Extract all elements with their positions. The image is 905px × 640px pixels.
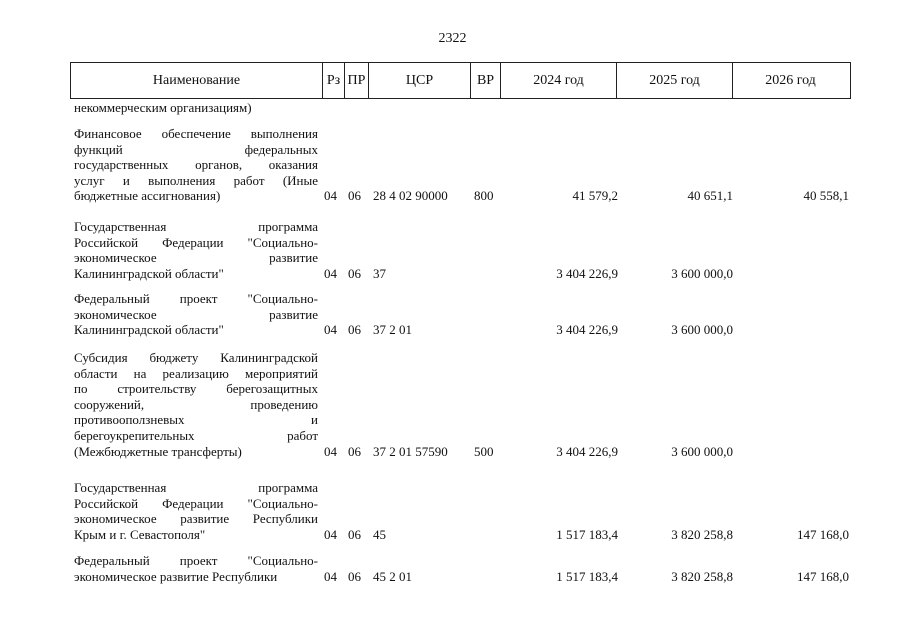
header-2026: 2026 год	[765, 72, 816, 88]
row-name-line: экономическое развитие Республики	[74, 568, 278, 584]
row-name-line: (Межбюджетные трансферты)	[74, 443, 242, 459]
row-rz: 04	[324, 322, 337, 338]
row-2026: 147 168,0	[797, 568, 849, 584]
page-number: 2322	[438, 31, 467, 46]
row-name-line: сооружений, проведению	[74, 396, 318, 412]
row-name-line: услуг и выполнения работ (Иные	[74, 172, 318, 188]
row-name	[74, 291, 318, 338]
row-csr: 45 2 01	[373, 568, 412, 584]
header-vr: ВР	[471, 63, 501, 98]
row-2024: 3 404 226,9	[556, 443, 618, 459]
header-name: Наименование	[71, 63, 323, 98]
row-vr: 500	[474, 443, 494, 459]
row-name-line: экономическое развитие Республики	[74, 511, 318, 527]
row-name-line: области на реализацию мероприятий	[74, 365, 318, 381]
row-rz: 04	[324, 443, 337, 459]
row-2024: 1 517 183,4	[556, 526, 618, 542]
row-pr: 06	[348, 568, 361, 584]
row-csr: 45	[373, 526, 386, 542]
row-name-line: берегоукрепительных работ	[74, 427, 318, 443]
row-pr: 06	[348, 526, 361, 542]
header-2025: 2025 год	[617, 63, 733, 98]
header-csr: ЦСР	[369, 63, 471, 98]
row-name-line: бюджетные ассигнования)	[74, 188, 221, 204]
row-rz: 04	[324, 265, 337, 281]
row-name	[74, 219, 318, 281]
table-row	[0, 350, 905, 459]
table-header	[70, 62, 851, 99]
row-name-line: Российской Федерации "Социально-	[74, 495, 318, 511]
row-csr: 37 2 01 57590	[373, 443, 448, 459]
row-2025: 40 651,1	[687, 188, 733, 204]
row-name	[74, 480, 318, 542]
row-2024: 3 404 226,9	[556, 265, 618, 281]
row-pr: 06	[348, 188, 361, 204]
row-2025: 3 600 000,0	[671, 265, 733, 281]
row-name-line: функций федеральных	[74, 141, 318, 157]
row-name	[74, 553, 318, 584]
row-rz: 04	[324, 188, 337, 204]
header-rz: Рз	[323, 63, 345, 98]
row-name-line: по строительству берегозащитных	[74, 381, 318, 397]
header-pr: ПР	[345, 63, 369, 98]
row-name-line: Калининградской области"	[74, 322, 224, 338]
row-vr: 800	[474, 188, 494, 204]
table-row	[0, 480, 905, 542]
row-csr: 28 4 02 90000	[373, 188, 448, 204]
table-row	[0, 291, 905, 338]
table-row	[0, 219, 905, 281]
row-name-line: Финансовое обеспечение выполнения	[74, 126, 318, 141]
row-rz: 04	[324, 526, 337, 542]
row-name-line: Государственная программа	[74, 480, 318, 495]
row-name-line: Государственная программа	[74, 219, 318, 234]
row-name-line: некоммерческим организациям)	[74, 100, 252, 115]
row-pr: 06	[348, 322, 361, 338]
row-2026: 40 558,1	[803, 188, 849, 204]
row-csr: 37 2 01	[373, 322, 412, 338]
row-name-line: Федеральный проект "Социально-	[74, 291, 318, 306]
row-2024: 41 579,2	[572, 188, 618, 204]
table-row	[0, 100, 905, 116]
row-csr: 37	[373, 265, 386, 281]
row-pr: 06	[348, 443, 361, 459]
header-2024: 2024 год	[501, 63, 617, 98]
row-name-line: Калининградской области"	[74, 265, 224, 281]
row-name	[74, 126, 318, 204]
row-name-line: экономическое развитие	[74, 250, 318, 266]
row-name-line: экономическое развитие	[74, 306, 318, 322]
row-name-line: противооползневых и	[74, 412, 318, 428]
row-2025: 3 820 258,8	[671, 526, 733, 542]
row-pr: 06	[348, 265, 361, 281]
row-name-line: Субсидия бюджету Калининградской	[74, 350, 318, 365]
row-2025: 3 820 258,8	[671, 568, 733, 584]
row-2024: 1 517 183,4	[556, 568, 618, 584]
row-name	[74, 100, 318, 116]
row-name-line: Федеральный проект "Социально-	[74, 553, 318, 568]
row-name-line: государственных органов, оказания	[74, 157, 318, 173]
row-rz: 04	[324, 568, 337, 584]
table-row	[0, 553, 905, 584]
row-2025: 3 600 000,0	[671, 443, 733, 459]
row-name-line: Крым и г. Севастополя"	[74, 526, 206, 542]
row-2026: 147 168,0	[797, 526, 849, 542]
row-name-line: Российской Федерации "Социально-	[74, 234, 318, 250]
table-row	[0, 126, 905, 204]
row-2025: 3 600 000,0	[671, 322, 733, 338]
row-2024: 3 404 226,9	[556, 322, 618, 338]
row-name	[74, 350, 318, 459]
